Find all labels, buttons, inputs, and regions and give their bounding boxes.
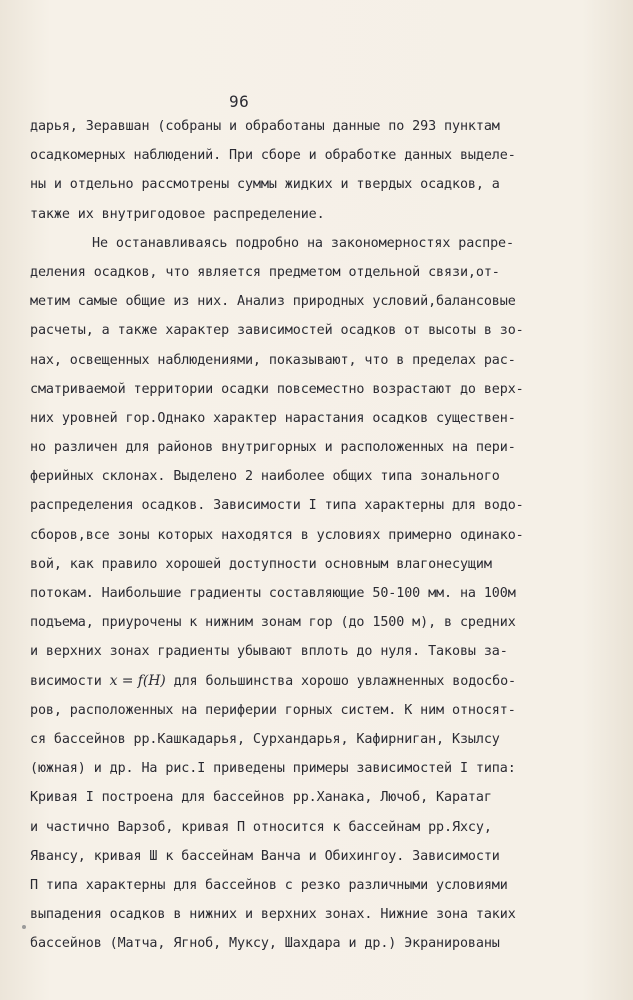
text-line: бассейнов (Матча, Ягноб, Муксу, Шахдара и др.) Экранированы bbox=[30, 936, 500, 952]
text-line: ферийных склонах. Выделено 2 наиболее общих типа зонального bbox=[30, 469, 500, 485]
formula: x = f(H) bbox=[109, 672, 166, 689]
text-line: и верхних зонах градиенты убывают вплоть до нуля. Таковы за- bbox=[30, 644, 508, 660]
text-line: осадкомерных наблюдений. При сборе и обработке данных выделе- bbox=[30, 148, 516, 164]
text-line: дарья, Зеравшан (собраны и обработаны данные по 293 пунктам bbox=[30, 119, 500, 134]
text-line: (южная) и др. На рис.I приведены примеры зависимостей I типа: bbox=[30, 761, 516, 777]
text-segment: висимости bbox=[30, 673, 110, 689]
text-line: метим самые общие из них. Анализ природных условий,балансовые bbox=[30, 294, 516, 310]
text-line: ров, расположенных на периферии горных систем. К ним относят- bbox=[30, 702, 516, 718]
body-text bbox=[30, 112, 610, 958]
text-segment: для большинства хорошо увлажненных водосбо- bbox=[165, 673, 516, 689]
text-line: также их внутригодовое распределение. bbox=[30, 206, 325, 222]
text-line: выпадения осадков в нижних и верхних зонах. Нижние зона таких bbox=[30, 907, 516, 923]
text-line: Кривая I построена для бассейнов рр.Ханака, Лючоб, Каратаг bbox=[30, 790, 492, 806]
text-line: распределения осадков. Зависимости I типа характерны для водо- bbox=[30, 498, 524, 514]
text-line: потокам. Наибольшие градиенты составляющие 50-100 мм. на 100м bbox=[30, 586, 516, 601]
text-line: вой, как правило хорошей доступности основным влагонесущим bbox=[30, 556, 492, 572]
paper-speck bbox=[22, 925, 26, 929]
text-line: них уровней гор.Однако характер нарастания осадков существен- bbox=[30, 410, 516, 426]
text-line: деления осадков, что является предметом отдельной связи,от- bbox=[30, 264, 500, 280]
text-line-with-formula bbox=[30, 667, 610, 696]
text-line: Не останавливаясь подробно на закономерностях распре- bbox=[92, 235, 514, 251]
page-number: 96 bbox=[229, 92, 250, 111]
text-line: сматриваемой территории осадки повсеместно возрастают до верх- bbox=[30, 381, 524, 397]
text-line: Явансу, кривая Ш к бассейнам Ванча и Обихингоу. Зависимости bbox=[30, 848, 500, 864]
text-line: П типа характерны для бассейнов с резко различными условиями bbox=[30, 877, 508, 893]
text-line: сборов,все зоны которых находятся в условиях примерно одинако- bbox=[30, 527, 524, 543]
text-line: ся бассейнов рр.Кашкадарья, Сурхандарья, Кафирниган, Кзылсу bbox=[30, 731, 500, 747]
text-line: ны и отдельно рассмотрены суммы жидких и твердых осадков, а bbox=[30, 177, 500, 193]
text-line: нах, освещенных наблюдениями, показывают, что в пределах рас- bbox=[30, 352, 516, 368]
text-line: расчеты, а также характер зависимостей осадков от высоты в зо- bbox=[30, 323, 524, 339]
text-line: и частично Варзоб, кривая П относится к бассейнам рр.Яхсу, bbox=[30, 819, 492, 835]
text-line: подъема, приурочены к нижним зонам гор (до 1500 м), в средних bbox=[30, 615, 516, 631]
text-line: но различен для районов внутригорных и расположенных на пери- bbox=[30, 440, 516, 456]
